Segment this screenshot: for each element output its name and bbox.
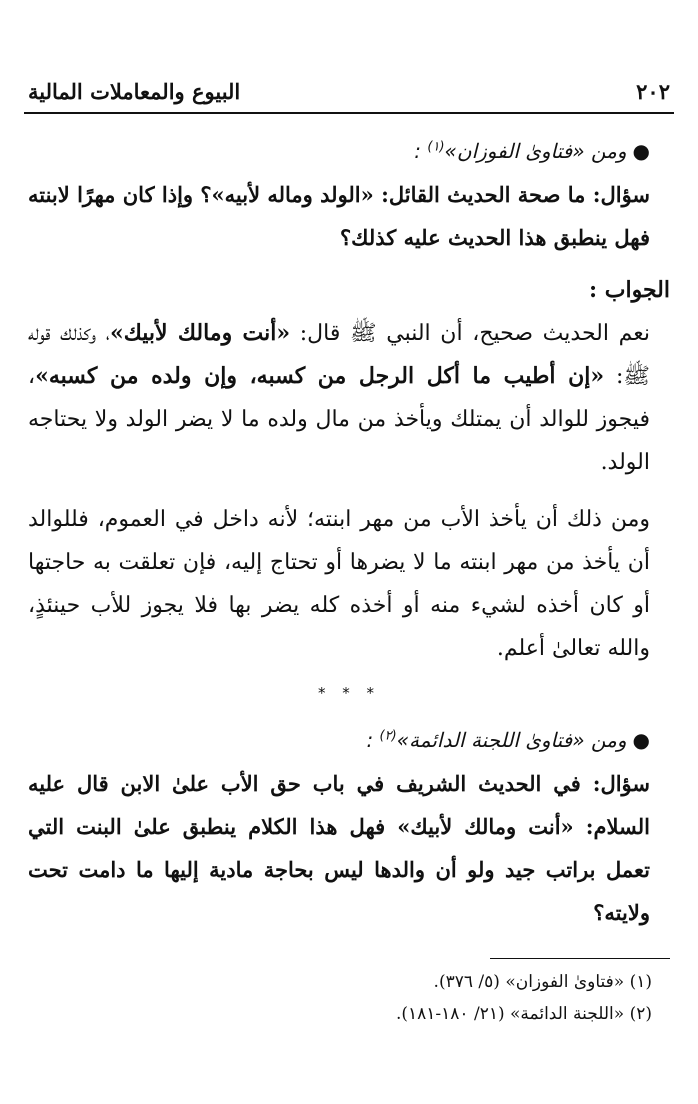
question-1	[28, 173, 670, 259]
answer-paragraph-2: ومن ذلك أن يأخذ الأب من مهر ابنته؛ لأنه داخل في العموم، فللوالد أن يأخذ من مهر ابنته ما لا يضرها أو تحتاج إليه، فإن تعلقت به حاجتها أو كان أخذه لشيء منه أو أخذه كله يضر بها فلا يجوز للأب حينئذٍ، والله تعالىٰ أعلم.	[28, 507, 650, 661]
hadith-quote-1: «أنت ومالك لأبيك»	[109, 320, 291, 346]
paragraph-gap	[28, 484, 670, 498]
footnote-1: (١) «فتاوىٰ الفوزان» (٥/ ٣٧٦).	[433, 972, 652, 992]
source-intro-1: ●ومن «فتاوىٰ الفوزان»$^{(١)}$ :	[414, 139, 650, 163]
answer-heading: الجواب :	[589, 277, 670, 303]
question-label: سؤال:	[592, 771, 650, 796]
footnote-rule	[490, 958, 670, 959]
answer-paragraph-1: نعم الحديث صحيح، أن النبي ﷺ قال: «أنت ومالك لأبيك»، وكذلك قوله ﷺ: «إن أطيب ما أكل الرجل من كسبه، وإن ولده من كسبه»، فيجوز للوالد أن يمتلك ويأخذ من مال ولده ما لا يضر الولد ولا يحتاجه الولد.	[28, 320, 651, 475]
page-body	[28, 130, 670, 934]
bullet-icon: ●	[632, 728, 650, 752]
question-text: في الحديث الشريف في باب حق الأب علىٰ الابن قال عليه السلام: «أنت ومالك لأبيك» فهل هذا الكلام ينطبق علىٰ البنت التي تعمل براتب جيد ولو أن والدها ليس بحاجة مادية إليها ما دامت تحت ولايته؟	[28, 771, 650, 925]
footnote-2: (٢) «اللجنة الدائمة» (٢١/ ١٨٠-١٨١).	[395, 1004, 652, 1024]
footnotes	[28, 966, 670, 1030]
question-text: ما صحة الحديث القائل: «الولد وماله لأبيه»؟ وإذا كان مهرًا لابنته فهل ينطبق هذا الحديث عليه كذلك؟	[28, 182, 650, 250]
source-intro-2: ●ومن «فتاوىٰ اللجنة الدائمة»$^{(٢)}$ :	[366, 728, 650, 752]
question-2	[28, 762, 670, 934]
footnote-ref-1: (١)	[427, 139, 445, 155]
bullet-icon: ●	[632, 139, 650, 163]
page-number: ٢٠٢	[636, 79, 670, 104]
footnote-ref-2: (٢)	[379, 728, 397, 744]
hadith-quote-2: «إن أطيب ما أكل الرجل من كسبه، وإن ولده من كسبه»	[35, 363, 605, 389]
page-header	[28, 66, 670, 104]
section-separator: * * *	[317, 684, 381, 702]
header-rule	[24, 112, 674, 114]
running-title: البيوع والمعاملات المالية	[28, 79, 241, 104]
question-label: سؤال:	[592, 182, 651, 207]
